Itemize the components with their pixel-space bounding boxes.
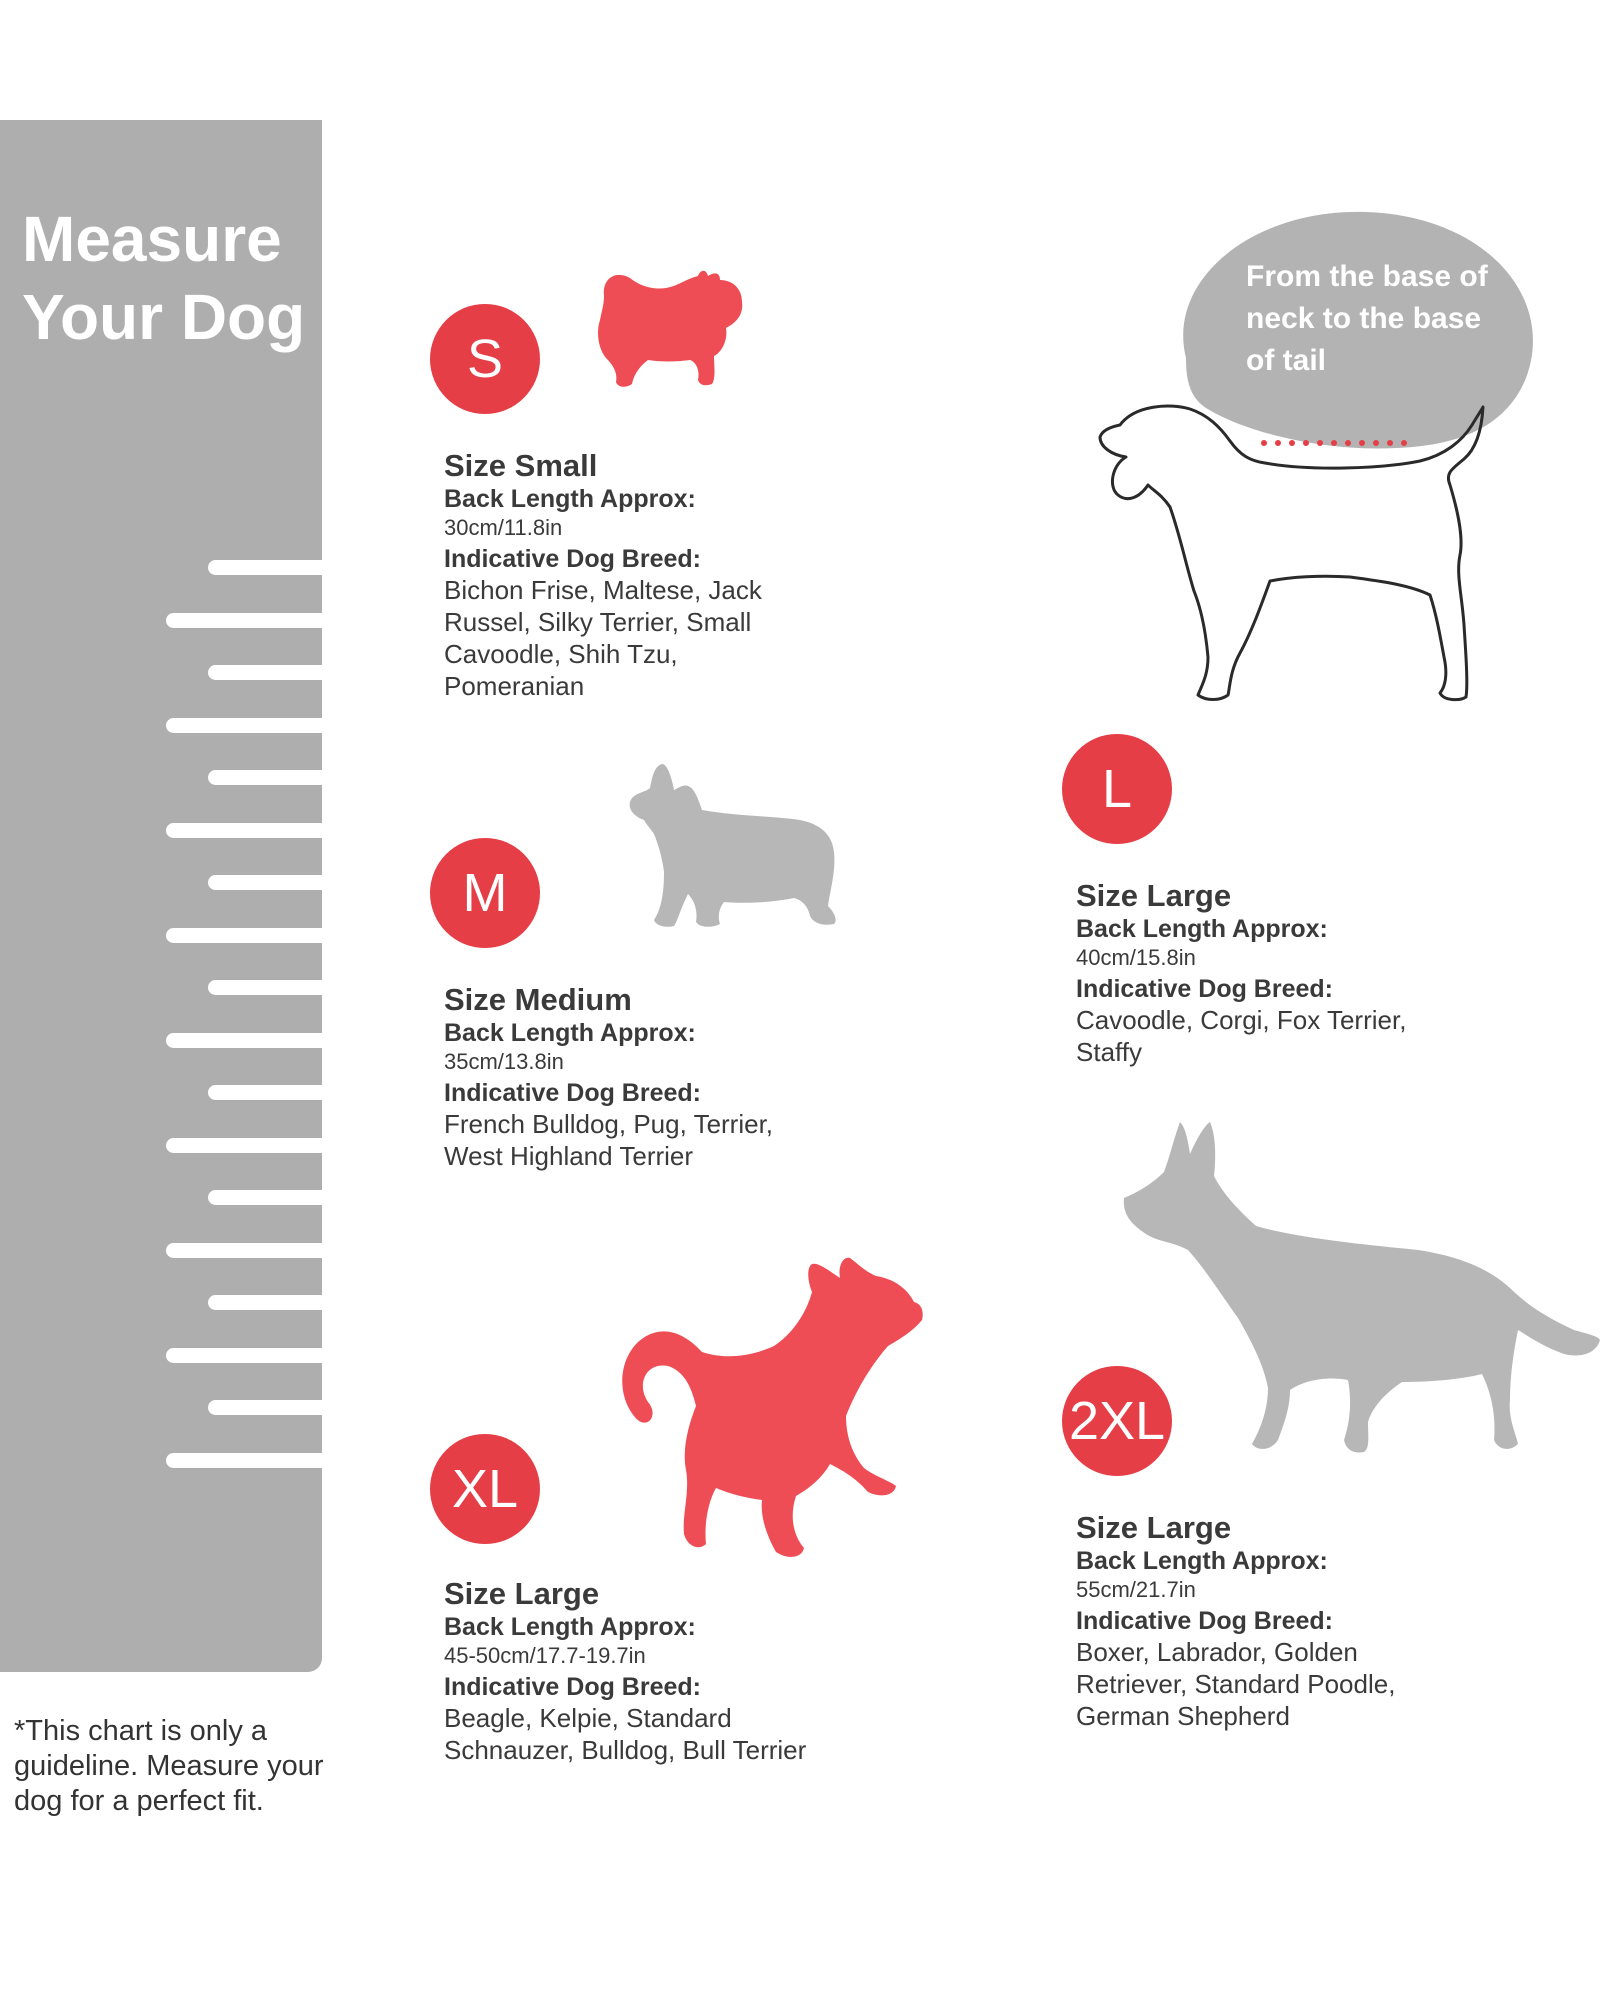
ruler-tick <box>166 1243 322 1258</box>
ruler-tick <box>208 770 322 785</box>
breed-list: Cavoodle, Corgi, Fox Terrier, Staffy <box>1076 1005 1407 1067</box>
ruler-tick <box>208 875 322 890</box>
page-title: Measure Your Dog <box>22 203 306 353</box>
back-length-value: 35cm/13.8in <box>444 1049 564 1074</box>
ruler-tick <box>208 1190 322 1205</box>
disclaimer-note: *This chart is only a guideline. Measure your dog for a perfect fit. <box>14 1715 324 1817</box>
ruler-tick <box>208 1400 322 1415</box>
dog-outline-icon <box>1090 395 1530 713</box>
breed-label: Indicative Dog Breed: <box>1076 1607 1333 1635</box>
back-length-label: Back Length Approx: <box>444 1019 696 1047</box>
pomeranian-silhouette-icon <box>596 266 746 390</box>
size-title: Size Large <box>1076 1510 1232 1545</box>
size-info-xl <box>444 1576 824 1766</box>
ruler-tick <box>166 1453 322 1468</box>
ruler-tick <box>208 1085 322 1100</box>
back-length-value: 40cm/15.8in <box>1076 945 1196 970</box>
size-badge-m: M <box>430 838 540 948</box>
breed-label: Indicative Dog Breed: <box>444 545 701 573</box>
size-info-s <box>444 448 824 702</box>
ruler-tick <box>166 613 322 628</box>
size-title: Size Medium <box>444 982 632 1017</box>
ruler-tick <box>166 928 322 943</box>
size-title: Size Large <box>1076 878 1232 913</box>
ruler-tick <box>166 1348 322 1363</box>
back-length-label: Back Length Approx: <box>444 1613 696 1641</box>
ruler-tick <box>208 560 322 575</box>
back-length-value: 30cm/11.8in <box>444 515 563 540</box>
ruler-tick <box>208 1295 322 1310</box>
back-length-value: 55cm/21.7in <box>1076 1577 1196 1602</box>
ruler-tick <box>208 665 322 680</box>
size-title: Size Large <box>444 1576 600 1611</box>
size-info-l <box>1076 878 1456 1068</box>
size-info-2xl <box>1076 1510 1456 1732</box>
size-badge-xl: XL <box>430 1434 540 1544</box>
size-title: Size Small <box>444 448 598 483</box>
ruler-tick <box>208 980 322 995</box>
ruler-tick <box>166 1138 322 1153</box>
breed-list: French Bulldog, Pug, Terrier, West Highland Terrier <box>444 1109 774 1171</box>
back-length-label: Back Length Approx: <box>1076 1547 1328 1575</box>
size-badge-s: S <box>430 304 540 414</box>
back-length-label: Back Length Approx: <box>444 485 696 513</box>
breed-label: Indicative Dog Breed: <box>444 1673 701 1701</box>
husky-silhouette-icon <box>606 1256 936 1562</box>
french-bulldog-silhouette-icon <box>624 760 840 930</box>
size-info-m <box>444 982 824 1172</box>
back-length-label: Back Length Approx: <box>1076 915 1328 943</box>
breed-label: Indicative Dog Breed: <box>444 1079 701 1107</box>
size-badge-l: L <box>1062 734 1172 844</box>
ruler-tick <box>166 718 322 733</box>
breed-label: Indicative Dog Breed: <box>1076 975 1333 1003</box>
german-shepherd-silhouette-icon <box>1118 1118 1600 1458</box>
ruler-tick <box>166 823 322 838</box>
ruler-tick <box>166 1033 322 1048</box>
breed-list: Boxer, Labrador, Golden Retriever, Standard Poodle, German Shepherd <box>1076 1637 1396 1731</box>
size-badge-2xl: 2XL <box>1062 1366 1172 1476</box>
back-length-value: 45-50cm/17.7-19.7in <box>444 1643 646 1668</box>
measure-callout: From the base of neck to the base of tail <box>1246 260 1488 377</box>
breed-list: Bichon Frise, Maltese, Jack Russel, Silky Terrier, Small Cavoodle, Shih Tzu, Pomeranian <box>444 575 762 701</box>
breed-list: Beagle, Kelpie, Standard Schnauzer, Bulldog, Bull Terrier <box>444 1703 807 1765</box>
